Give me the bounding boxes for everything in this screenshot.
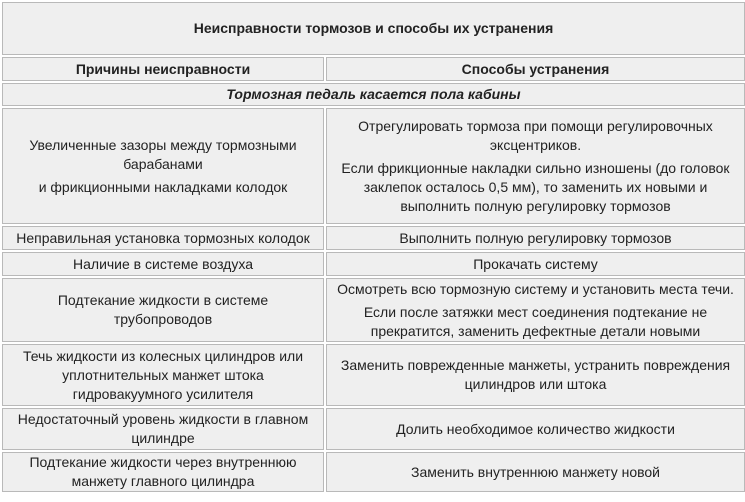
table-row bbox=[2, 252, 745, 276]
remedy-cell bbox=[326, 408, 745, 450]
cause-text: Подтекание жидкости в системе трубопроводов bbox=[57, 292, 269, 327]
cause-text: Увеличенные зазоры между тормозными барабанами bbox=[29, 136, 297, 172]
section-row bbox=[2, 83, 745, 106]
table-row bbox=[2, 344, 745, 406]
table-row bbox=[2, 278, 745, 342]
section-title: Тормозная педаль касается пола кабины bbox=[2, 83, 745, 106]
header-cause: Причины неисправности bbox=[2, 57, 324, 81]
remedy-text: Долить необходимое количество жидкости bbox=[396, 420, 675, 437]
cause-cell bbox=[2, 452, 324, 492]
cause-cell bbox=[2, 408, 324, 450]
cause-text: Недостаточный уровень жидкости в главном цилиндре bbox=[17, 411, 309, 446]
remedy-cell bbox=[326, 344, 745, 406]
table-row bbox=[2, 108, 745, 224]
cause-text: Течь жидкости из колесных цилиндров или уплотнительных манжет штока гидровакуумного усилителя bbox=[22, 347, 304, 402]
cause-text: Неправильная установка тормозных колодок bbox=[16, 229, 310, 246]
table-title: Неисправности тормозов и способы их устранения bbox=[2, 2, 745, 55]
cause-cell bbox=[2, 108, 324, 224]
cause-cell bbox=[2, 278, 324, 342]
remedy-text: Заменить внутреннюю манжету новой bbox=[411, 463, 660, 480]
remedy-text: Если фрикционные накладки сильно изношены (до головок заклепок осталось 0,5 мм), то заменить их новыми и выполнить полную регулировку тормозов bbox=[341, 159, 730, 214]
remedy-text: Заменить поврежденные манжеты, устранить повреждения цилиндров или штока bbox=[340, 357, 731, 392]
cause-text: Подтекание жидкости через внутреннюю манжету главного цилиндра bbox=[29, 454, 297, 489]
remedy-text: Отрегулировать тормоза при помощи регулировочных эксцентриков. bbox=[358, 117, 713, 153]
cause-cell bbox=[2, 226, 324, 250]
remedy-cell bbox=[326, 252, 745, 276]
cause-cell bbox=[2, 344, 324, 406]
remedy-cell bbox=[326, 226, 745, 250]
title-row bbox=[2, 2, 745, 55]
cause-cell bbox=[2, 252, 324, 276]
cause-text: и фрикционными накладками колодок bbox=[38, 178, 288, 195]
cause-text: Наличие в системе воздуха bbox=[73, 255, 253, 272]
table-row bbox=[2, 226, 745, 250]
remedy-cell bbox=[326, 108, 745, 224]
remedy-cell bbox=[326, 452, 745, 492]
remedy-text: Прокачать систему bbox=[473, 255, 598, 272]
table-row bbox=[2, 452, 745, 492]
remedy-text: Осмотреть всю тормозную систему и установить места течи. bbox=[337, 280, 734, 297]
table-row bbox=[2, 408, 745, 450]
header-remedy: Способы устранения bbox=[326, 57, 745, 81]
header-row bbox=[2, 57, 745, 81]
remedy-text: Если после затяжки мест соединения подтекание не прекратится, заменить дефектные детали новыми bbox=[363, 303, 708, 339]
remedy-text: Выполнить полную регулировку тормозов bbox=[399, 229, 672, 246]
remedy-cell bbox=[326, 278, 745, 342]
